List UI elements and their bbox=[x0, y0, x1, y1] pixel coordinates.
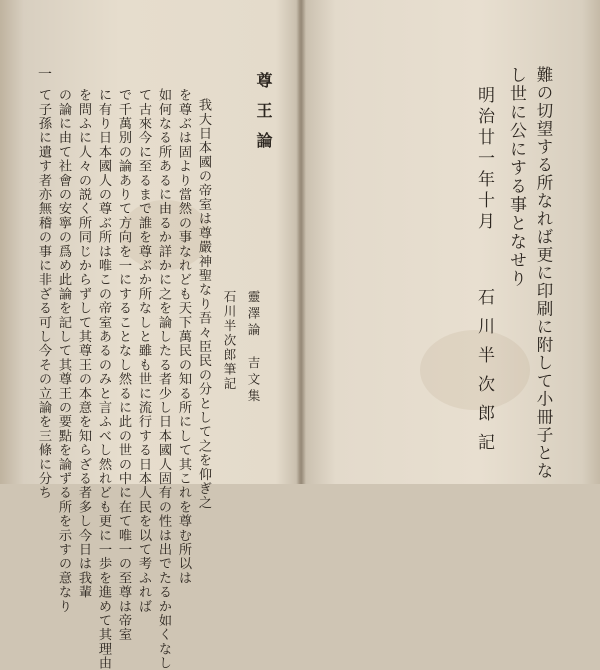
text-column: 如何なる所あるに由るか詳かに之を論したる者少し日本國人固有の性は出でたるか如くなし bbox=[156, 88, 171, 670]
signature-line: 石川半次郎記 bbox=[474, 288, 494, 462]
text-column: て子孫に遺す者亦無稽の事に非ざる可し今その立論を三條に分ち bbox=[36, 88, 51, 500]
right-page bbox=[301, 0, 600, 484]
author-label: 石川半次郎筆記 bbox=[222, 290, 237, 392]
text-column: を問ふに人々の説く所同じからずして其尊王の本意を知らざる者多し今日は我輩 bbox=[76, 88, 91, 600]
page-number: 一 bbox=[38, 67, 52, 83]
preface-line: し世に公にする事となせり bbox=[506, 66, 526, 288]
text-column: で千萬別の論ありて方向を一にすることなし然るに此の世の中に在て唯一の至尊は帝室 bbox=[116, 88, 131, 642]
essay-title: 尊王論 bbox=[254, 72, 273, 162]
date-line: 明治廿一年十月 bbox=[474, 86, 494, 233]
preface-line: 難の切望する所なれば更に印刷に附して小冊子とな bbox=[534, 66, 553, 480]
text-column: の論に由て社會の安寧の爲め此論を記して其尊王の要點を論ずる所を示すの意なり bbox=[56, 88, 71, 614]
text-column: 我大日本國の帝室は尊嚴神聖なり吾々臣民の分として之を仰ぎ之 bbox=[196, 98, 211, 510]
text-column: を尊ぶは固より當然の事なれども天下萬民の知る所にして其これを尊む所以は bbox=[176, 88, 191, 585]
source-label: 靈澤論 吉文集 bbox=[246, 290, 261, 406]
text-column: て古來今に至るまで誰を尊ぶか所なしと雖も世に流行する日本人民を以て考ふれば bbox=[136, 88, 151, 614]
text-column: に有り日本國人の尊ぶ所は唯この帝室あるのみと言ふべし然れども更に一歩を進めて其理由 bbox=[96, 88, 111, 670]
